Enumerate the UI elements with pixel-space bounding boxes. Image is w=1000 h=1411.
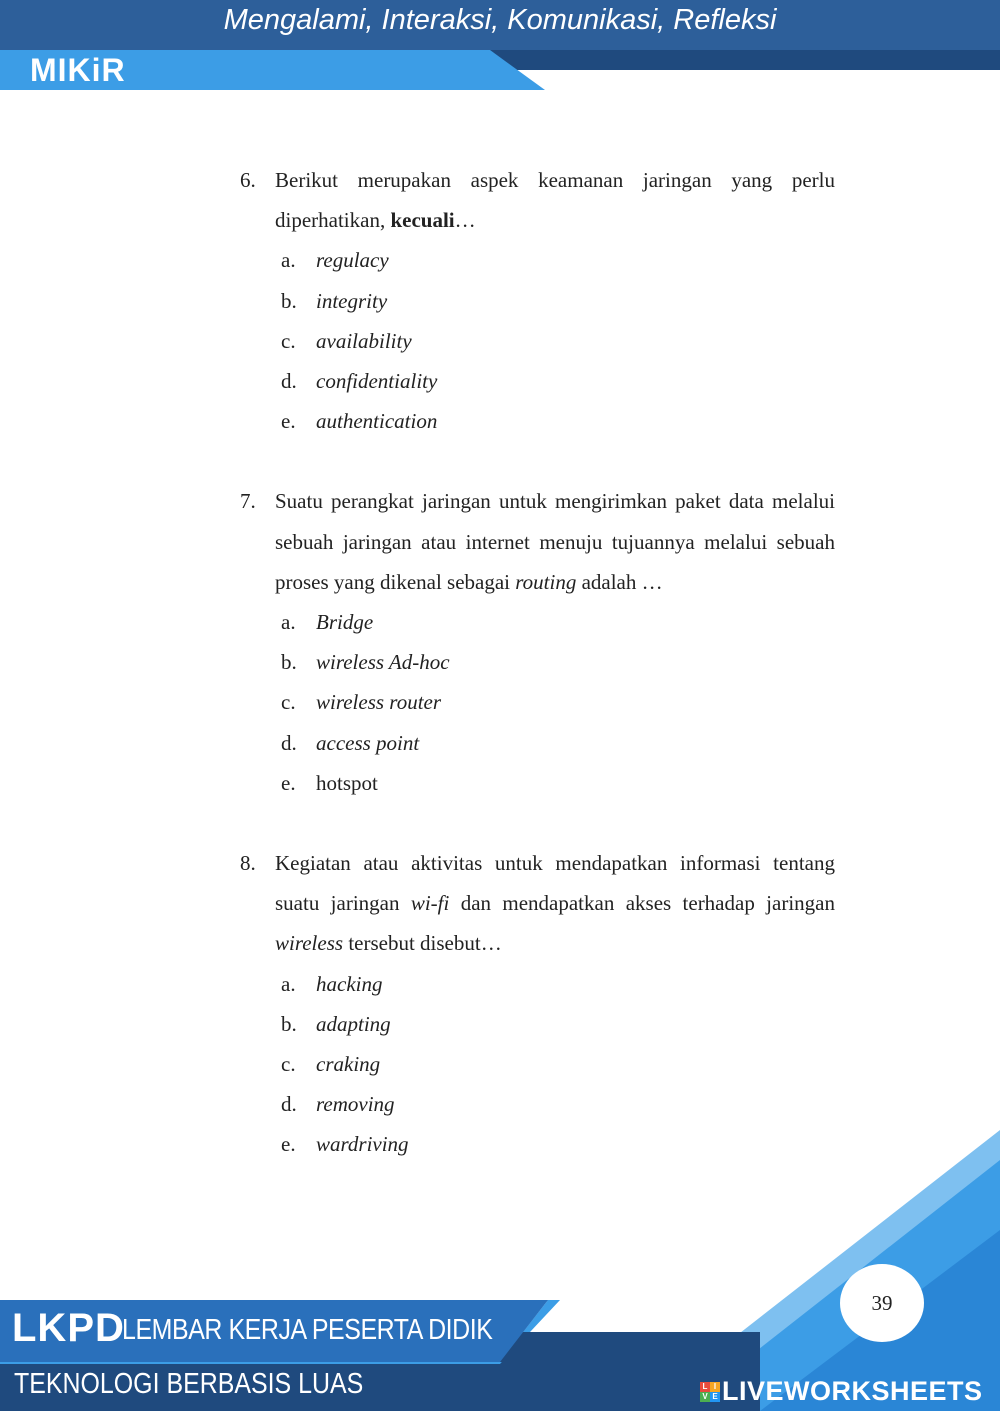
liveworksheets-logo[interactable] xyxy=(700,1376,983,1407)
option-text: access point xyxy=(316,730,420,755)
option-c[interactable] xyxy=(281,1044,835,1084)
option-letter: a. xyxy=(281,248,296,273)
option-text: availability xyxy=(316,328,412,353)
option-text: wireless Ad-hoc xyxy=(316,650,450,675)
option-list xyxy=(281,240,835,441)
option-b[interactable] xyxy=(281,281,835,321)
option-d[interactable] xyxy=(281,723,835,763)
liveworksheets-icon: L I V E xyxy=(700,1382,720,1402)
option-d[interactable] xyxy=(281,361,835,401)
question-number: 8. xyxy=(240,850,256,875)
option-letter: a. xyxy=(281,609,296,634)
question-text: Suatu perangkat jaringan untuk mengirimkan paket data melalui sebuah jaringan atau internet menuju tujuannya melalui sebuah proses yang dikenal sebagai routing adalah … xyxy=(275,489,835,594)
option-text: craking xyxy=(316,1051,381,1076)
lkpd-logo: LKPD xyxy=(12,1306,125,1350)
liveworksheets-text: LIVEWORKSHEETS xyxy=(722,1376,983,1406)
option-c[interactable] xyxy=(281,321,835,361)
question-7 xyxy=(240,481,835,803)
question-list xyxy=(240,160,835,1164)
option-letter: c. xyxy=(281,690,296,715)
subject-title: TEKNOLOGI BERBASIS LUAS xyxy=(14,1368,364,1400)
brand-logo: MIKiR xyxy=(30,52,126,88)
option-text: adapting xyxy=(316,1011,391,1036)
option-e[interactable] xyxy=(281,763,835,803)
question-text: Berikut merupakan aspek keamanan jaringan yang perlu diperhatikan, kecuali… xyxy=(275,168,835,233)
option-letter: e. xyxy=(281,770,296,795)
option-letter: c. xyxy=(281,1051,296,1076)
option-letter: c. xyxy=(281,328,296,353)
option-c[interactable] xyxy=(281,682,835,722)
option-letter: b. xyxy=(281,1011,297,1036)
option-text: confidentiality xyxy=(316,368,438,393)
option-a[interactable] xyxy=(281,602,835,642)
option-text: wardriving xyxy=(316,1132,409,1157)
option-text: wireless router xyxy=(316,690,442,715)
option-text: Bridge xyxy=(316,609,374,634)
option-a[interactable] xyxy=(281,240,835,280)
option-list xyxy=(281,602,835,803)
option-d[interactable] xyxy=(281,1084,835,1124)
option-letter: a. xyxy=(281,971,296,996)
option-letter: d. xyxy=(281,730,297,755)
question-number: 7. xyxy=(240,489,256,514)
option-text: removing xyxy=(316,1092,395,1117)
option-text: authentication xyxy=(316,409,438,434)
option-text: regulacy xyxy=(316,248,389,273)
option-e[interactable] xyxy=(281,401,835,441)
option-b[interactable] xyxy=(281,642,835,682)
lkpd-subtitle: LEMBAR KERJA PESERTA DIDIK xyxy=(122,1314,493,1346)
question-6 xyxy=(240,160,835,441)
option-letter: d. xyxy=(281,1092,297,1117)
option-letter: b. xyxy=(281,288,297,313)
question-8 xyxy=(240,843,835,1165)
question-number: 6. xyxy=(240,168,256,192)
option-text: integrity xyxy=(316,288,388,313)
header-title: Mengalami, Interaksi, Komunikasi, Refleksi xyxy=(223,4,777,36)
option-letter: e. xyxy=(281,409,296,434)
option-letter: d. xyxy=(281,368,297,393)
option-text: hotspot xyxy=(316,770,378,795)
option-text: hacking xyxy=(316,971,383,996)
option-b[interactable] xyxy=(281,1004,835,1044)
question-text: Kegiatan atau aktivitas untuk mendapatkan informasi tentang suatu jaringan wi-fi dan mendapatkan akses terhadap jaringan wireless tersebut disebut… xyxy=(275,850,835,956)
option-letter: e. xyxy=(281,1132,296,1157)
option-letter: b. xyxy=(281,650,297,675)
option-a[interactable] xyxy=(281,964,835,1004)
page-number: 39 xyxy=(840,1264,924,1342)
